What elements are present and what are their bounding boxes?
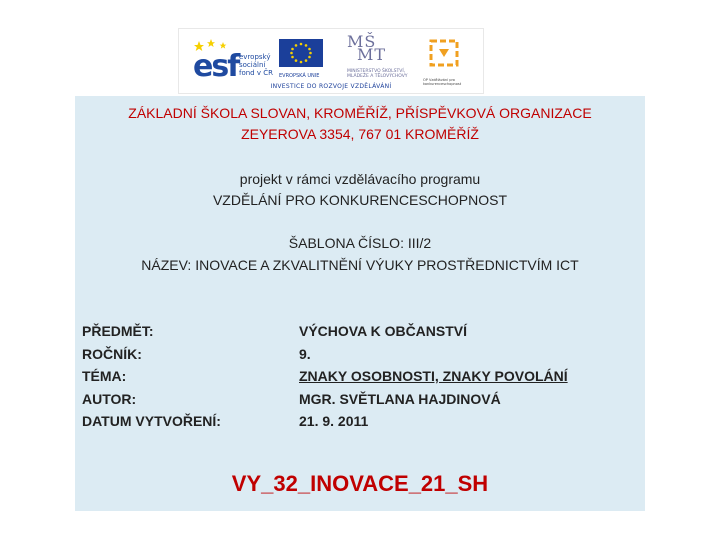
eu-caption: EVROPSKÁ UNIE — [279, 73, 320, 79]
op-vk-icon — [423, 37, 469, 73]
value-topic: ZNAKY OSOBNOSTI, ZNAKY POVOLÁNÍ — [299, 368, 568, 384]
title-panel — [75, 96, 645, 511]
label-topic: TÉMA: — [82, 368, 127, 384]
op-caption: OP Vzdělávání pro konkurenceschopnost — [423, 78, 462, 86]
details-labels — [82, 320, 221, 433]
project-line: projekt v rámci vzdělávacího programu — [239, 171, 481, 187]
label-date: DATUM VYTVOŘENÍ: — [82, 413, 221, 429]
msmt-caption: MINISTERSTVO ŠKOLSTVÍ, MLÁDEŽE A TĚLOVÝCHOVY — [347, 69, 408, 79]
banner-caption: INVESTICE DO ROZVOJE VZDĚLÁVÁNÍ — [270, 83, 392, 90]
label-author: AUTOR: — [82, 390, 137, 407]
eu-flag-icon — [279, 39, 323, 67]
msmt-letters-bottom: MT — [357, 45, 387, 64]
op-vk-logo — [423, 37, 469, 86]
esf-logo — [193, 39, 281, 84]
details-values — [299, 320, 568, 433]
eu-logo — [279, 39, 327, 73]
esf-text: evropský sociální fond v ČR — [239, 53, 273, 77]
material-code: VY_32_INOVACE_21_SH — [231, 471, 489, 496]
school-address: ZEYEROVA 3354, 767 01 KROMĚŘÍŽ — [241, 126, 479, 142]
school-name: ZÁKLADNÍ ŠKOLA SLOVAN, KROMĚŘÍŽ, PŘÍSPĚVKOVÁ ORGANIZACE — [128, 105, 592, 121]
value-author: MGR. SVĚTLANA HAJDINOVÁ — [299, 390, 501, 407]
value-grade: 9. — [299, 345, 311, 362]
template-number: ŠABLONA ČÍSLO: III/2 — [288, 235, 432, 251]
program-name: VZDĚLÁNÍ PRO KONKURENCESCHOPNOST — [212, 192, 508, 208]
logo-banner — [178, 28, 484, 94]
label-subject: PŘEDMĚT: — [82, 323, 154, 339]
label-grade: ROČNÍK: — [82, 345, 142, 362]
msmt-letters-top: MŠ — [347, 32, 377, 51]
esf-letters: esf — [193, 49, 239, 84]
value-subject: VÝCHOVA K OBČANSTVÍ — [299, 323, 468, 339]
template-name: NÁZEV: INOVACE A ZKVALITNĚNÍ VÝUKY PROSTŘEDNICTVÍM ICT — [141, 257, 579, 273]
value-date: 21. 9. 2011 — [299, 413, 369, 429]
